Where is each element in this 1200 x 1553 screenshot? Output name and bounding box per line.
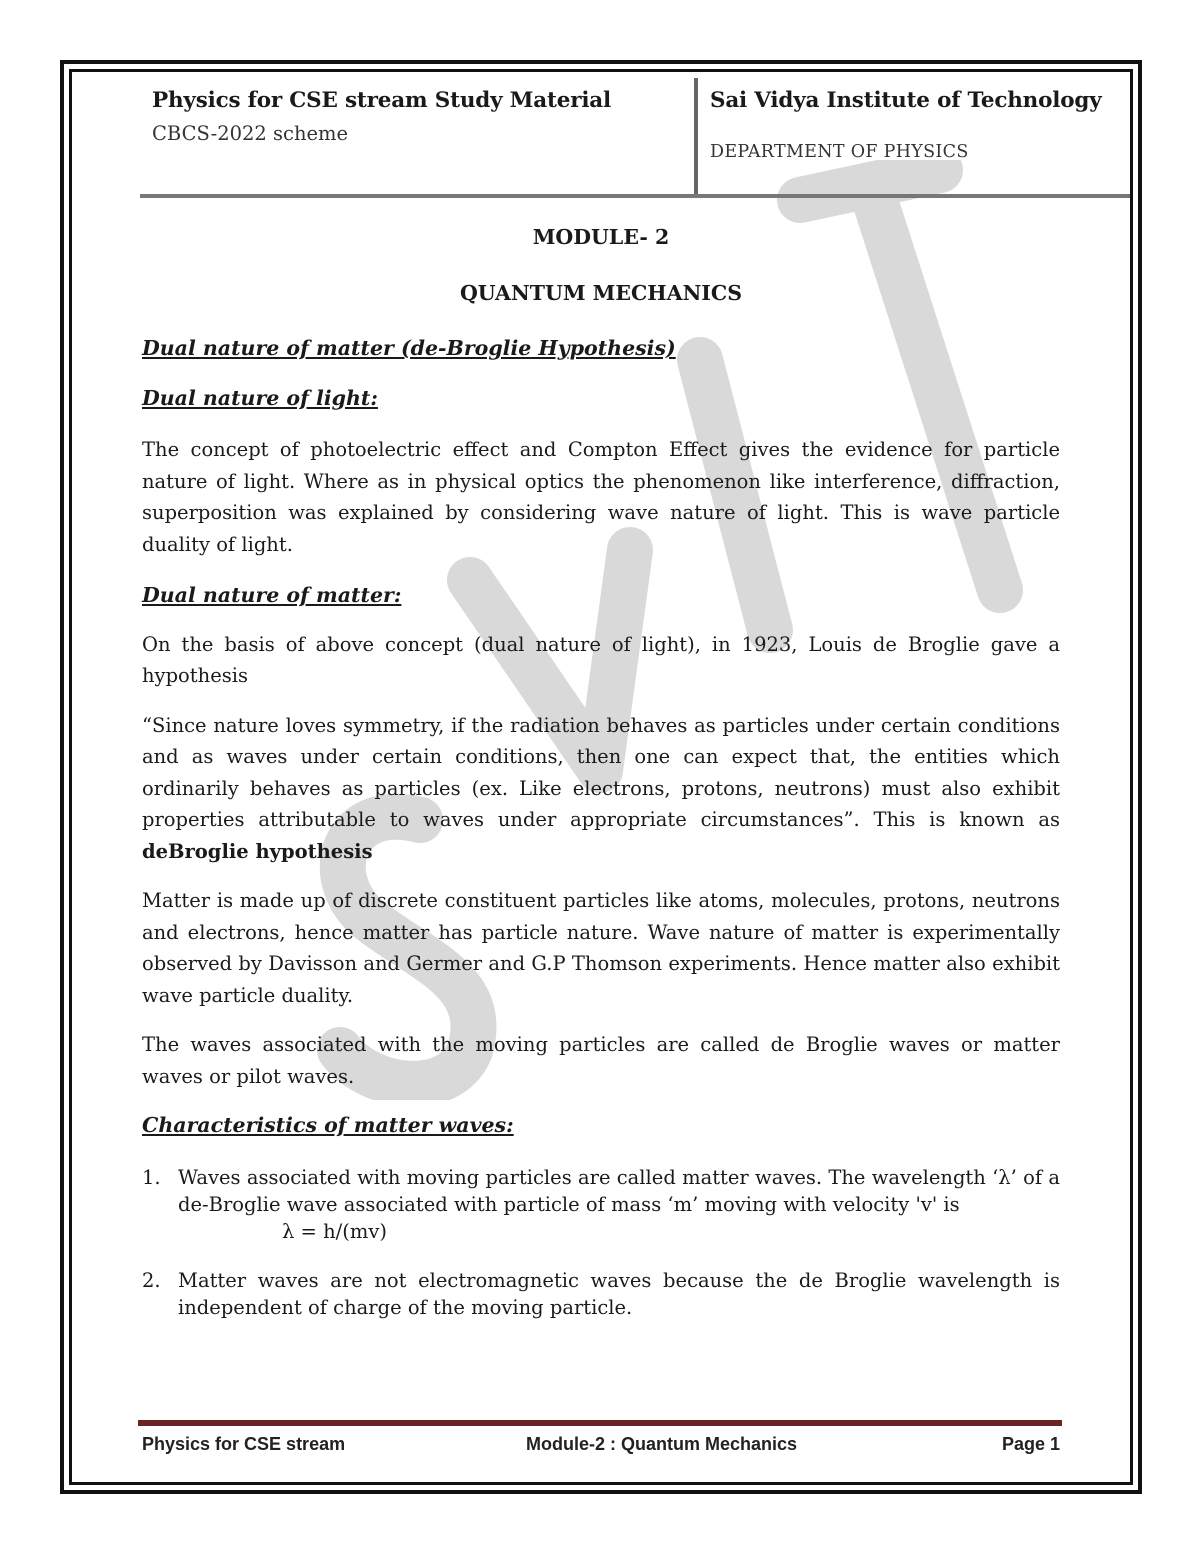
section-title-dual-nature-light: Dual nature of light:: [142, 385, 378, 410]
header-right-cell: [700, 78, 1130, 194]
module-heading: MODULE- 2: [532, 225, 670, 249]
page-header: [140, 78, 1130, 198]
header-scheme: CBCS-2022 scheme: [152, 122, 349, 145]
header-divider-vertical: [694, 78, 698, 195]
footer-module: Module-2 : Quantum Mechanics: [526, 1434, 798, 1454]
list-item: [142, 1267, 1060, 1321]
list-item-number: 1.: [142, 1165, 161, 1189]
characteristics-list: [142, 1164, 1060, 1321]
quote-text: “Since nature loves symmetry, if the radiation behaves as particles under certain conditions and as waves under certain conditions, then one can expect that, the entities which ordinarily behaves as particles (ex. Like electrons, protons, neutrons) must also exhibit properties attributable to waves under appropriate circumstances”. This is known as: [142, 713, 1060, 831]
formula-wavelength: λ = h/(mv): [282, 1219, 387, 1243]
paragraph-matter-intro: On the basis of above concept (dual nature of light), in 1923, Louis de Broglie gave a hypothesis: [142, 632, 1060, 687]
footer-course: Physics for CSE stream: [142, 1434, 346, 1454]
footer-page-number: Page 1: [1001, 1434, 1060, 1454]
section-title-dual-nature-matter: Dual nature of matter:: [142, 583, 402, 607]
list-item-text: Waves associated with moving particles are called matter waves. The wavelength ‘λ’ of a de-Broglie wave associated with particle of mass ‘m’ moving with velocity 'v' is: [178, 1165, 1060, 1216]
page-footer: [142, 1434, 1060, 1460]
header-institute: Sai Vidya Institute of Technology: [710, 88, 1102, 113]
footer-rule: [138, 1420, 1062, 1426]
header-course-title: Physics for CSE stream Study Material: [152, 88, 611, 113]
list-item-number: 2.: [142, 1268, 161, 1292]
paragraph-matter-waves: The waves associated with the moving particles are called de Broglie waves or matter waves or pilot waves.: [142, 1033, 1060, 1088]
list-item-text: Matter waves are not electromagnetic waves because the de Broglie wavelength is independent of charge of the moving particle.: [178, 1268, 1060, 1319]
section-title-dual-nature-matter-hypothesis: Dual nature of matter (de-Broglie Hypothesis): [142, 336, 676, 360]
list-item: [142, 1164, 1060, 1245]
paragraph-matter-nature: Matter is made up of discrete constituent particles like atoms, molecules, protons, neutrons and electrons, hence matter has particle nature. Wave nature of matter is experimentally observed by Davisson and Germer and G.P Thomson experiments. Hence matter also exhibit wave particle duality.: [142, 889, 1060, 1007]
paragraph-dual-nature-light: The concept of photoelectric effect and Compton Effect gives the evidence for particle nature of light. Where as in physical optics the phenomenon like interference, diffraction, superposition was explained by considering wave nature of light. This is wave particle duality of light.: [142, 438, 1060, 556]
quote-bold-term: deBroglie hypothesis: [142, 839, 373, 863]
header-department: DEPARTMENT OF PHYSICS: [710, 142, 969, 162]
paragraph-quote: [142, 710, 1060, 868]
section-title-characteristics: Characteristics of matter waves:: [142, 1113, 514, 1137]
document-body: [142, 222, 1060, 1321]
header-left-cell: [140, 78, 696, 194]
topic-heading: QUANTUM MECHANICS: [459, 280, 743, 305]
header-divider-horizontal: [140, 194, 1130, 198]
